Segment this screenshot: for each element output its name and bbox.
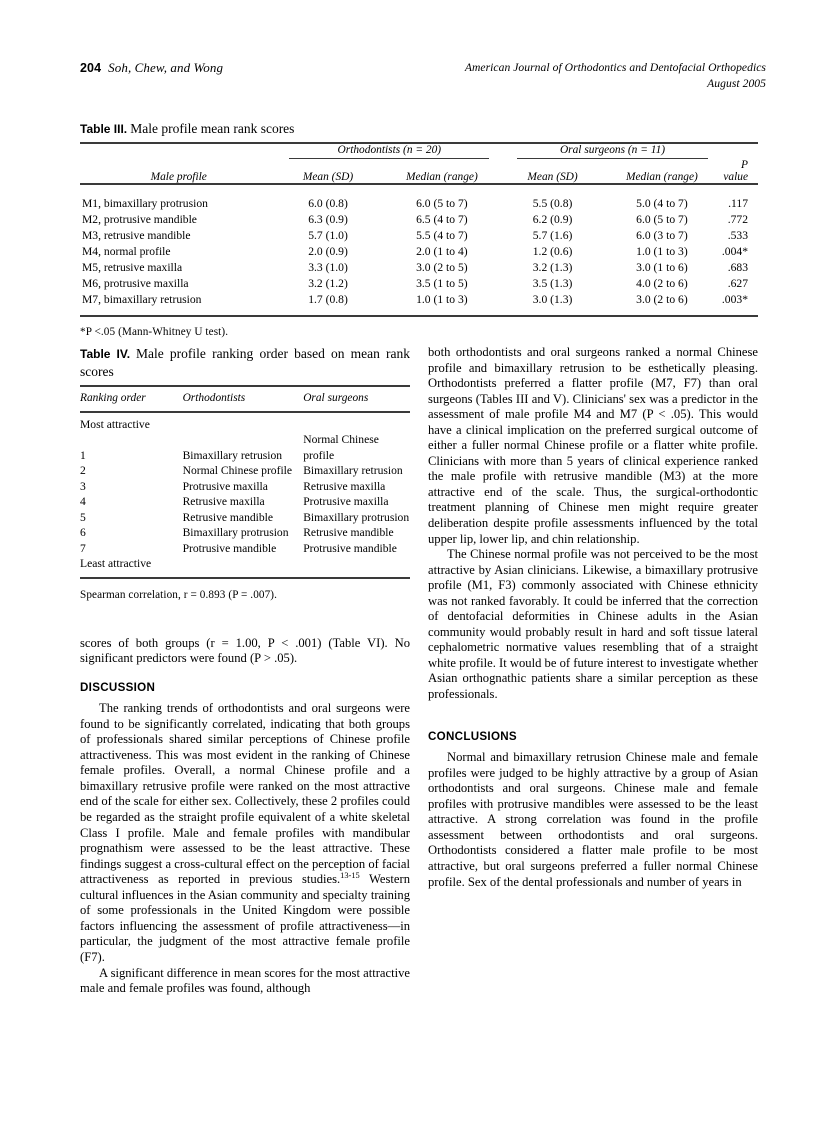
table-3-grid bbox=[80, 142, 758, 315]
discussion-paragraph-1 bbox=[80, 701, 410, 965]
table-row bbox=[80, 275, 758, 291]
table-row bbox=[80, 510, 410, 526]
right-paragraph-1: both orthodontists and oral surgeons ranked a normal Chinese profile and bimaxillary retrusion to be esthetically pleasing. Orthodontists preferred a flatter profile (M7, F7) than oral surgeons (Tables III and V). Clinicians' sex was a predictor in the assessment of male profile M4 and M7 (P < .05). This would have a clinical implication on the preferred surgical outcome of either a fuller normal Chinese profile or a flatter white profile. Clinicians with more than 5 years of clinical experience ranked the male profile with retrusive mandible (M3) at the more attractive end of the scale. Thus, the surgical-orthodontic treatment planning of Chinese men might require greater deliberation despite profile assessments influenced by the total upper lip, lower lip, and chin relationship. bbox=[428, 345, 758, 546]
table-3-title: Male profile mean rank scores bbox=[130, 121, 295, 136]
cell-rank: 7 bbox=[80, 541, 86, 555]
cell-rank: 4 bbox=[80, 495, 86, 509]
table-3-number: Table III. bbox=[80, 122, 128, 136]
table-3-col-male-profile: Male profile bbox=[150, 171, 207, 183]
table-3-group-header-row bbox=[80, 143, 758, 159]
cell-orth-median: 3.0 (2 to 5) bbox=[416, 260, 468, 274]
cell-profile: M7, bimaxillary retrusion bbox=[82, 292, 202, 306]
journal-title: American Journal of Orthodontics and Dentofacial Orthopedics bbox=[464, 61, 766, 74]
cell-orth-median: 3.5 (1 to 5) bbox=[416, 276, 468, 290]
cell-oral-surgeons: Bimaxillary protrusion bbox=[303, 510, 410, 524]
cell-orth-mean: 5.7 (1.0) bbox=[308, 228, 348, 242]
right-paragraph-2: The Chinese normal profile was not perceived to be the most attractive by Asian clinicians. Likewise, a bimaxillary protrusive profile (M1, F3) commonly associated with Chinese ethnicity was not ranked favorably. It could be inferred that the correction of dentofacial deformities in Chinese adults in the Asian community would probably result in hard and soft tissue lateral cephalometric normative values resembling that of a straight white profile. It would be of future interest to investigate whether Asian orthognathic patients share a similar perception as these professionals. bbox=[428, 547, 758, 702]
cell-oral-median: 6.0 (3 to 7) bbox=[636, 228, 688, 242]
cell-oral-median: 5.0 (4 to 7) bbox=[636, 196, 688, 210]
cell-rank: 5 bbox=[80, 510, 86, 524]
table-row bbox=[80, 525, 410, 541]
table-4-title: Male profile ranking order based on mean rank scores bbox=[80, 346, 411, 379]
cell-profile: M2, protrusive mandible bbox=[82, 212, 197, 226]
table-row bbox=[80, 243, 758, 259]
cell-orthodontists: Retrusive mandible bbox=[182, 510, 274, 524]
table-row bbox=[80, 463, 410, 479]
least-attractive-label: Least attractive bbox=[80, 557, 152, 571]
cell-orthodontists: Bimaxillary retrusion bbox=[182, 448, 283, 462]
running-head-right bbox=[465, 60, 766, 92]
cell-orth-mean: 6.3 (0.9) bbox=[308, 212, 348, 226]
table-row bbox=[80, 432, 410, 463]
cell-oral-mean: 3.2 (1.3) bbox=[532, 260, 573, 274]
cell-orth-mean: 6.0 (0.8) bbox=[308, 196, 348, 210]
table-3-col-p-value: P value bbox=[723, 159, 748, 183]
table-3-col-oral-mean: Mean (SD) bbox=[527, 171, 578, 183]
citation-reference: 13-15 bbox=[340, 871, 360, 881]
right-column bbox=[428, 345, 758, 890]
cell-p-value: .683 bbox=[727, 260, 748, 274]
table-row bbox=[80, 227, 758, 243]
table-4-footnote: Spearman correlation, r = 0.893 (P = .007). bbox=[80, 589, 278, 602]
conclusions-paragraph-1: Normal and bimaxillary retrusion Chinese male and female profiles were judged to be highly attractive by a group of Asian orthodontists and oral surgeons. Chinese male and female profiles with protrusive mandibles were assessed to be the least attractive. A strong correlation was found in the profile assessment between orthodontists and oral surgeons. Orthodontists considered a flatter male profile to be most attractive, but oral surgeons preferred a fuller normal Chinese profile. Sex of the dental professionals and number of years in bbox=[428, 750, 758, 889]
cell-p-value: .003* bbox=[721, 292, 748, 306]
table-row bbox=[80, 259, 758, 275]
cell-oral-median: 4.0 (2 to 6) bbox=[636, 276, 688, 290]
discussion-p1-part1: The ranking trends of orthodontists and oral surgeons were found to be significantly correlated, indicating that both groups of professionals shared similar perceptions of Chinese profile attractiveness. This was most evident in the ranking of Chinese female profiles. Overall, a normal Chinese profile and a bimaxillary retrusive profile were ranked on the most attractive end of the scale for either sex. Collectively, these 2 profiles could be regarded as the straight profile equivalent of a white skeletal Class I profile. Male and female profiles with mandibular prognathism were assessed to be the least attractive. These findings suggest a cross-cultural effect on the perception of facial attractiveness as reported in previous studies. bbox=[80, 701, 410, 887]
discussion-paragraph-2: A significant difference in mean scores for the most attractive male and female profiles was found, although bbox=[80, 965, 410, 996]
cell-oral-surgeons: Retrusive mandible bbox=[303, 526, 394, 540]
table-row bbox=[80, 195, 758, 211]
cell-rank: 1 bbox=[80, 448, 86, 462]
cell-p-value: .772 bbox=[727, 212, 748, 226]
cell-oral-mean: 5.7 (1.6) bbox=[532, 228, 573, 242]
table-3-body bbox=[80, 184, 758, 315]
cell-orth-median: 2.0 (1 to 4) bbox=[416, 244, 468, 258]
page-number: 204 bbox=[80, 61, 102, 75]
cell-p-value: .627 bbox=[727, 276, 748, 290]
cell-orth-mean: 1.7 (0.8) bbox=[308, 292, 348, 306]
table-row bbox=[80, 494, 410, 510]
table-4-most-attractive-row bbox=[80, 417, 410, 433]
table-4-least-attractive-row bbox=[80, 556, 410, 572]
table-4-col-orthodontists: Orthodontists bbox=[182, 392, 246, 404]
discussion-heading: DISCUSSION bbox=[80, 680, 156, 694]
cell-orth-mean: 3.2 (1.2) bbox=[308, 276, 348, 290]
table-4 bbox=[80, 345, 410, 604]
cell-oral-mean: 1.2 (0.6) bbox=[532, 244, 573, 258]
running-head bbox=[80, 60, 766, 100]
cell-orthodontists: Normal Chinese profile bbox=[182, 464, 293, 478]
cell-orthodontists: Protrusive mandible bbox=[182, 541, 277, 555]
table-4-body bbox=[80, 412, 410, 577]
table-4-number: Table IV. bbox=[80, 347, 131, 361]
table-row bbox=[80, 479, 410, 495]
table-3-col-oral-median: Median (range) bbox=[626, 171, 698, 183]
table-4-header-row bbox=[80, 386, 410, 412]
table-3 bbox=[80, 120, 758, 338]
conclusions-heading: CONCLUSIONS bbox=[428, 729, 517, 743]
table-4-caption bbox=[80, 345, 410, 381]
cell-orthodontists: Bimaxillary protrusion bbox=[182, 526, 289, 540]
cell-oral-median: 3.0 (2 to 6) bbox=[636, 292, 688, 306]
table-3-footnote: *P <.05 (Mann-Whitney U test). bbox=[80, 326, 229, 338]
discussion-p1-part2: Western cultural influences in the Asian community and specialty training of some professionals in the United Kingdom were possible factors influencing the assessment of profile attractiveness—in particular, the judgment of the most attractive female profile (F7). bbox=[80, 872, 410, 964]
cell-oral-median: 6.0 (5 to 7) bbox=[636, 212, 688, 226]
cell-orth-mean: 2.0 (0.9) bbox=[308, 244, 348, 258]
cell-oral-surgeons: Protrusive maxilla bbox=[303, 495, 389, 509]
cell-oral-surgeons: Normal Chinese profile bbox=[303, 433, 379, 462]
cell-rank: 2 bbox=[80, 464, 86, 478]
cell-oral-mean: 3.0 (1.3) bbox=[532, 292, 573, 306]
cell-orth-mean: 3.3 (1.0) bbox=[308, 260, 348, 274]
cell-profile: M4, normal profile bbox=[82, 244, 171, 258]
table-3-col-orth-median: Median (range) bbox=[405, 171, 478, 183]
table-row bbox=[80, 541, 410, 557]
cell-oral-mean: 6.2 (0.9) bbox=[532, 212, 573, 226]
table-3-group-oral-surgeons: Oral surgeons (n = 11) bbox=[503, 143, 722, 159]
cell-rank: 3 bbox=[80, 479, 86, 493]
cell-oral-surgeons: Bimaxillary retrusion bbox=[303, 464, 403, 478]
cell-oral-surgeons: Retrusive maxilla bbox=[303, 479, 386, 493]
table-row bbox=[80, 211, 758, 227]
table-4-grid bbox=[80, 385, 410, 577]
cell-profile: M3, retrusive mandible bbox=[82, 228, 191, 242]
table-3-caption bbox=[80, 120, 758, 138]
issue-date: August 2005 bbox=[707, 77, 766, 90]
left-column bbox=[80, 345, 410, 997]
cell-p-value: .533 bbox=[727, 228, 748, 242]
table-4-col-oral-surgeons: Oral surgeons bbox=[303, 392, 369, 404]
cell-profile: M1, bimaxillary protrusion bbox=[82, 196, 208, 210]
cell-orthodontists: Protrusive maxilla bbox=[182, 479, 268, 493]
cell-orth-median: 1.0 (1 to 3) bbox=[416, 292, 468, 306]
cell-oral-mean: 3.5 (1.3) bbox=[532, 276, 573, 290]
cell-p-value: .117 bbox=[728, 196, 748, 210]
cell-orthodontists: Retrusive maxilla bbox=[182, 495, 265, 509]
cell-profile: M6, protrusive maxilla bbox=[82, 276, 189, 290]
cell-oral-mean: 5.5 (0.8) bbox=[532, 196, 573, 210]
cell-rank: 6 bbox=[80, 526, 86, 540]
left-continuation-paragraph: scores of both groups (r = 1.00, P < .001) (Table VI). No significant predictors were found (P > .05). bbox=[80, 635, 410, 666]
cell-oral-median: 1.0 (1 to 3) bbox=[636, 244, 688, 258]
cell-orth-median: 5.5 (4 to 7) bbox=[416, 228, 468, 242]
cell-p-value: .004* bbox=[721, 244, 748, 258]
most-attractive-label: Most attractive bbox=[80, 417, 150, 431]
cell-orth-median: 6.0 (5 to 7) bbox=[416, 196, 468, 210]
author-list: Soh, Chew, and Wong bbox=[108, 60, 224, 75]
table-4-col-ranking-order: Ranking order bbox=[80, 392, 146, 404]
table-3-column-header-row bbox=[80, 159, 758, 184]
cell-oral-surgeons: Protrusive mandible bbox=[303, 541, 397, 555]
table-row bbox=[80, 291, 758, 307]
cell-oral-median: 3.0 (1 to 6) bbox=[636, 260, 688, 274]
running-head-left bbox=[80, 60, 223, 76]
table-3-col-orth-mean: Mean (SD) bbox=[302, 171, 354, 183]
table-3-group-orthodontists: Orthodontists (n = 20) bbox=[275, 143, 503, 159]
cell-orth-median: 6.5 (4 to 7) bbox=[416, 212, 468, 226]
cell-profile: M5, retrusive maxilla bbox=[82, 260, 183, 274]
